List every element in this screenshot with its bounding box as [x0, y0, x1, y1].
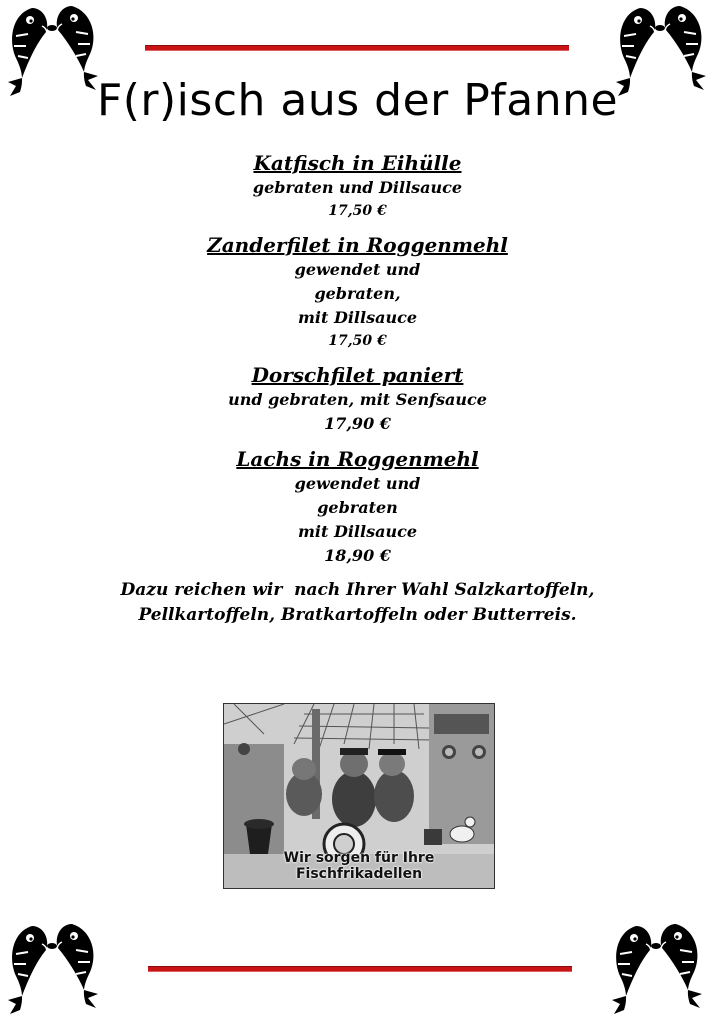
dish-name: Lachs in Roggenmehl — [236, 447, 479, 471]
side-dish-line: Pellkartoffeln, Bratkartoffeln oder Butterreis. — [138, 605, 577, 625]
dish-description: gebraten, — [314, 284, 401, 303]
menu-list — [0, 150, 715, 628]
page-title: F(r)isch aus der Pfanne — [96, 75, 619, 126]
kissing-fish-icon — [606, 918, 706, 1018]
dish-item — [0, 446, 715, 568]
dish-description: gewendet und — [294, 474, 421, 493]
dish-name: Zanderfilet in Roggenmehl — [207, 233, 508, 257]
dish-description: gebraten — [317, 498, 398, 517]
dish-price: 17,50 € — [328, 333, 387, 349]
dish-description: mit Dillsauce — [297, 308, 417, 327]
dish-name: Katfisch in Eihülle — [253, 151, 462, 175]
bottom-divider — [148, 966, 572, 972]
dish-item — [0, 362, 715, 436]
dish-price: 18,90 € — [324, 546, 391, 565]
dish-price: 17,90 € — [324, 414, 391, 433]
cartoon-caption: Wir sorgen für Ihre Fischfrikadellen — [283, 850, 435, 882]
dish-item — [0, 232, 715, 352]
dish-name: Dorschfilet paniert — [251, 363, 464, 387]
dish-description: mit Dillsauce — [297, 522, 417, 541]
kissing-fish-icon — [2, 918, 102, 1018]
top-divider — [145, 45, 569, 51]
side-dish-line: Dazu reichen wir nach Ihrer Wahl Salzkartoffeln, — [120, 580, 595, 600]
side-dish-note — [0, 578, 715, 628]
dish-item — [0, 150, 715, 222]
fishermen-cartoon — [223, 703, 495, 889]
dish-price: 17,50 € — [328, 203, 387, 219]
dish-description: und gebraten, mit Senfsauce — [228, 390, 487, 409]
dish-description: gebraten und Dillsauce — [252, 178, 463, 197]
dish-description: gewendet und — [294, 260, 421, 279]
